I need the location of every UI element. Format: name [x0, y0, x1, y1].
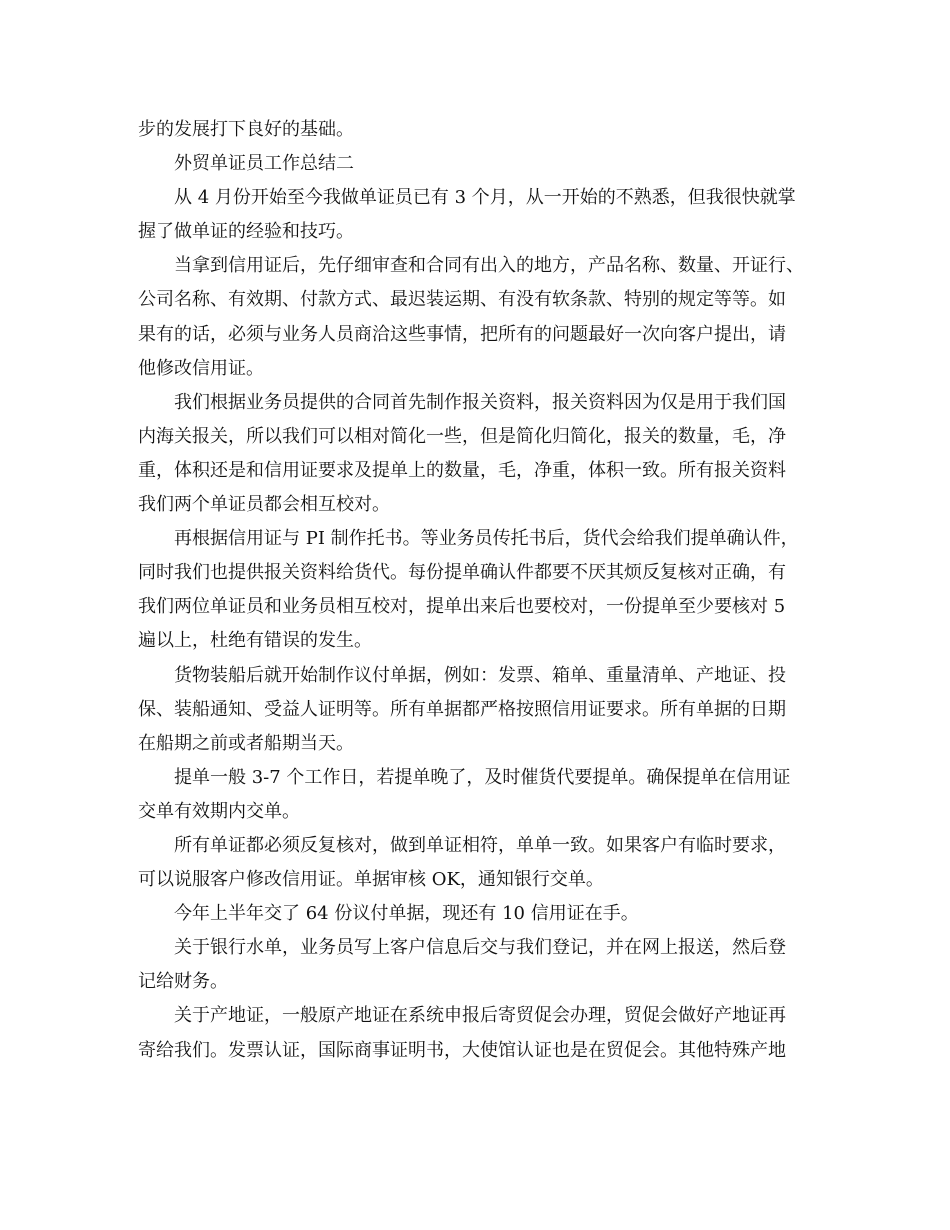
text-line: 他修改信用证。 [138, 357, 264, 379]
text-line: 我们两个单证员都会相互校对。 [138, 494, 390, 516]
text-line: 公司名称、有效期、付款方式、最迟装运期、有没有软条款、特别的规定等等。如 [138, 289, 786, 311]
text-line: 当拿到信用证后，先仔细审查和合同有出入的地方，产品名称、数量、开证行、 [174, 255, 804, 277]
text-line: 再根据信用证与 PI 制作托书。等业务员传托书后，货代会给我们提单确认件， [174, 528, 799, 550]
text-line: 内海关报关，所以我们可以相对简化一些，但是简化归简化，报关的数量，毛，净 [138, 425, 786, 447]
document-body [138, 113, 818, 1068]
text-line: 握了做单证的经验和技巧。 [138, 221, 354, 243]
text-line: 交单有效期内交单。 [138, 800, 300, 822]
text-line: 我们根据业务员提供的合同首先制作报关资料，报关资料因为仅是用于我们国 [174, 391, 786, 413]
text-line: 所有单证都必须反复核对，做到单证相符，单单一致。如果客户有临时要求， [174, 834, 786, 856]
text-line: 记给财务。 [138, 971, 228, 993]
text-line: 遍以上，杜绝有错误的发生。 [138, 630, 372, 652]
text-line: 果有的话，必须与业务人员商洽这些事情，把所有的问题最好一次向客户提出，请 [138, 323, 786, 345]
text-line: 提单一般 3-7 个工作日，若提单晚了，及时催货代要提单。确保提单在信用证 [174, 766, 791, 788]
text-line: 关于产地证，一般原产地证在系统申报后寄贸促会办理，贸促会做好产地证再 [174, 1005, 786, 1027]
text-line: 同时我们也提供报关资料给货代。每份提单确认件都要不厌其烦反复核对正确，有 [138, 562, 786, 584]
text-line: 关于银行水单，业务员写上客户信息后交与我们登记，并在网上报送，然后登 [174, 937, 786, 959]
text-line: 可以说服客户修改信用证。单据审核 OK，通知银行交单。 [138, 869, 604, 891]
text-line: 重，体积还是和信用证要求及提单上的数量，毛，净重，体积一致。所有报关资料 [138, 459, 786, 481]
text-line: 我们两位单证员和业务员相互校对，提单出来后也要校对，一份提单至少要核对 5 [138, 596, 786, 618]
text-line: 保、装船通知、受益人证明等。所有单据都严格按照信用证要求。所有单据的日期 [138, 698, 786, 720]
section-heading: 外贸单证员工作总结二 [174, 153, 354, 175]
text-line: 步的发展打下良好的基础。 [138, 119, 354, 140]
text-line: 从 4 月份开始至今我做单证员已有 3 个月，从一开始的不熟悉，但我很快就掌 [174, 187, 796, 209]
text-line: 货物装船后就开始制作议付单据，例如：发票、箱单、重量清单、产地证、投 [174, 664, 786, 686]
text-line: 今年上半年交了 64 份议付单据，现还有 10 信用证在手。 [174, 903, 639, 925]
text-line: 在船期之前或者船期当天。 [138, 732, 354, 754]
text-line: 寄给我们。发票认证，国际商事证明书，大使馆认证也是在贸促会。其他特殊产地 [138, 1039, 786, 1061]
